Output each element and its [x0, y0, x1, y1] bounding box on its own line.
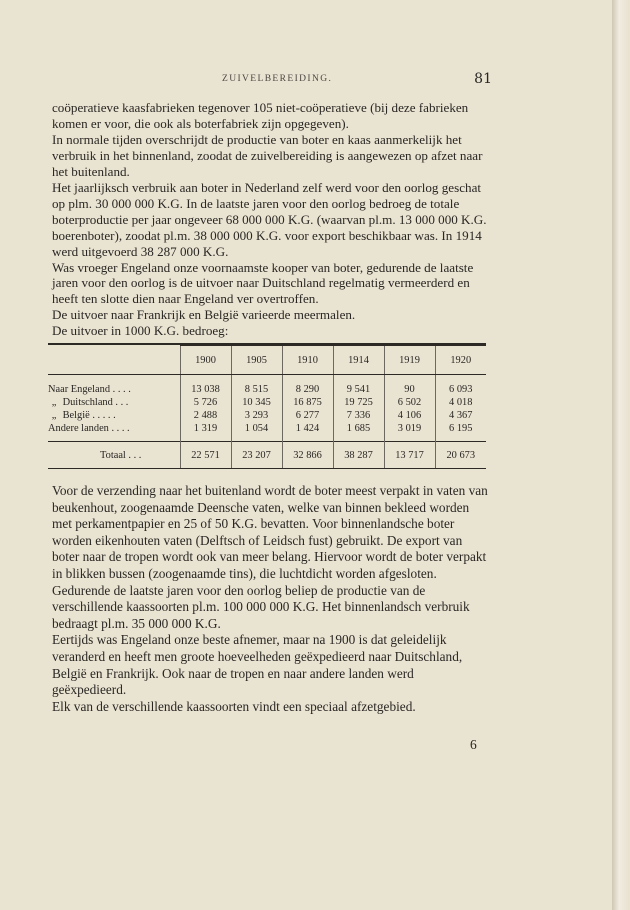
row-label	[48, 409, 180, 422]
table-cell: 2 488	[180, 409, 231, 422]
table-row	[48, 409, 486, 422]
table-cell: 5 726	[180, 396, 231, 409]
paragraph: Gedurende de laatste jaren voor den oorlog beliep de productie van de verschillende kaassoorten pl.m. 100 000 000 K.G. Het binnenlandsch verbruik bedraagt pl.m. 35 000 000 K.G.	[52, 582, 470, 631]
ditto-mark: „	[51, 410, 57, 421]
ditto-mark: „	[51, 397, 57, 408]
table-cell: 10 345	[231, 396, 282, 409]
table-cell: 4 106	[384, 409, 435, 422]
table-cell: 16 875	[282, 396, 333, 409]
paragraph: De uitvoer in 1000 K.G. bedroeg:	[52, 323, 229, 339]
page-header	[46, 71, 492, 90]
paragraph: Eertijds was Engeland onze beste afnemer, maar na 1900 is dat geleidelijk veranderd en heeft men groote hoeveelheden geëxpedieerd naar Duitschland, België en Frankrijk. Ook naar de tropen en naar andere landen werd geëxpedieerd.	[52, 632, 463, 698]
table-bottom-rule	[48, 468, 486, 469]
table-row	[48, 396, 486, 409]
export-table	[48, 345, 486, 468]
table-cell: 13 038	[180, 375, 231, 397]
total-row	[48, 442, 486, 469]
paragraph: De uitvoer naar Frankrijk en België varieerde meermalen.	[52, 307, 356, 323]
table-cell: 1 054	[231, 422, 282, 442]
year-header: 1920	[435, 346, 486, 375]
table-cell: 19 725	[333, 396, 384, 409]
table-cell: 6 502	[384, 396, 435, 409]
table-cell: 3 293	[231, 409, 282, 422]
total-cell: 23 207	[231, 442, 282, 469]
table-row	[48, 422, 486, 442]
table-cell: 6 195	[435, 422, 486, 442]
top-text-block	[52, 100, 488, 339]
table-cell: 9 541	[333, 375, 384, 397]
bottom-text-block	[52, 483, 488, 715]
row-label-text: België . . . . .	[62, 410, 116, 421]
paragraph: Was vroeger Engeland onze voornaamste kooper van boter, gedurende de laatste jaren voor den oorlog is de uitvoer naar Duitschland regelmatig vermeerderd en heeft ten slotte dien naar Engeland ver overtroffen.	[52, 259, 474, 307]
row-label	[48, 396, 180, 409]
year-header: 1900	[180, 346, 231, 375]
paragraph: Elk van de verschillende kaassoorten vindt een speciaal afzetgebied.	[52, 698, 416, 714]
table-cell: 8 290	[282, 375, 333, 397]
page-number: 81	[474, 71, 492, 87]
export-table-wrapper	[48, 343, 486, 469]
table-cell: 4 367	[435, 409, 486, 422]
total-cell: 22 571	[180, 442, 231, 469]
paragraph: Voor de verzending naar het buitenland wordt de boter meest verpakt in vaten van beukenhout, zoogenaamde Deensche vaten, welke van binnen bekleed worden met perkamentpapier en 25 of 50 K.G. bevatten. Voor binnenlandsche boter worden eikenhouten vaten (Delftsch of Leidsch fust) gebruikt. De export van boter naar de tropen wordt ook van meer belang. Hiervoor wordt de boter verpakt in blikken bussen (zoogenaamde tins), die luchtdicht worden afgesloten.	[52, 483, 488, 581]
table-cell: 1 685	[333, 422, 384, 442]
total-cell: 20 673	[435, 442, 486, 469]
row-label-text: Duitschland . . .	[62, 397, 129, 408]
year-header: 1919	[384, 346, 435, 375]
year-header: 1914	[333, 346, 384, 375]
table-cell: 1 319	[180, 422, 231, 442]
running-head: ZUIVELBEREIDING.	[222, 74, 333, 84]
paragraph: In normale tijden overschrijdt de productie van boter en kaas aanmerkelijk het verbruik in het binnenland, zoodat de zuivelbereiding is aangewezen op afzet naar het buitenland.	[52, 131, 483, 179]
table-cell: 8 515	[231, 375, 282, 397]
table-cell: 3 019	[384, 422, 435, 442]
table-cell: 6 093	[435, 375, 486, 397]
year-header: 1910	[282, 346, 333, 375]
year-header-row	[48, 346, 486, 375]
year-header: 1905	[231, 346, 282, 375]
printer-signature: 6	[470, 737, 477, 752]
table-row	[48, 375, 486, 397]
row-label: Naar Engeland . . . .	[48, 384, 131, 395]
total-cell: 13 717	[384, 442, 435, 469]
table-cell: 1 424	[282, 422, 333, 442]
paragraph: coöperatieve kaasfabrieken tegenover 105 niet-coöperatieve (bij deze fabrieken komen er voor, die ook als boterfabriek zijn opgegeven).	[52, 100, 469, 131]
total-cell: 32 866	[282, 442, 333, 469]
total-label: Totaal . . .	[48, 442, 180, 469]
table-cell: 6 277	[282, 409, 333, 422]
table-cell: 7 336	[333, 409, 384, 422]
table-cell: 4 018	[435, 396, 486, 409]
total-cell: 38 287	[333, 442, 384, 469]
row-label: Andere landen . . . .	[48, 423, 130, 434]
table-cell: 90	[384, 375, 435, 397]
page-edge	[612, 0, 630, 910]
paragraph: Het jaarlijksch verbruik aan boter in Nederland zelf werd voor den oorlog geschat op plm. 30 000 000 K.G. In de laatste jaren voor den oorlog bedroeg de totale boterproductie per jaar ongeveer 68 000 000 K.G. (waarvan pl.m. 13 000 000 K.G. boerenboter), zoodat pl.m. 38 000 000 K.G. voor export beschikbaar was. In 1914 werd uitgevoerd 38 287 000 K.G.	[52, 179, 487, 259]
